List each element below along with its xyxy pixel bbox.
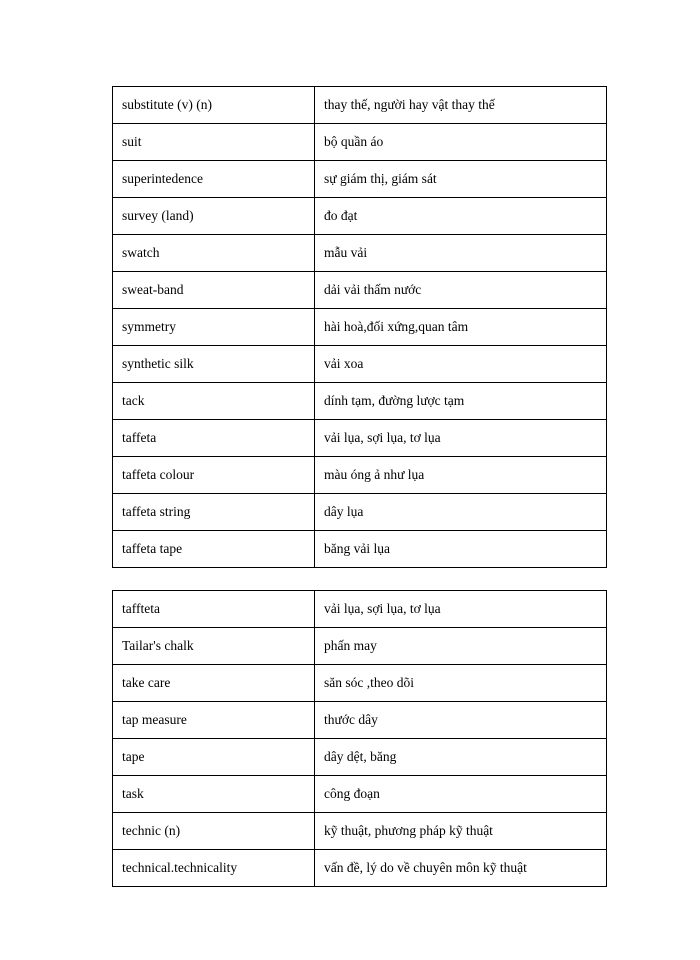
meaning-cell: kỹ thuật, phương pháp kỹ thuật (315, 813, 607, 850)
term-cell: technic (n) (113, 813, 315, 850)
table-row (113, 739, 607, 776)
glossary-table-2 (112, 590, 607, 887)
table-row (113, 346, 607, 383)
term-cell: tap measure (113, 702, 315, 739)
meaning-cell: dải vải thấm nước (315, 272, 607, 309)
term-cell: technical.technicality (113, 850, 315, 887)
meaning-cell: sự giám thị, giám sát (315, 161, 607, 198)
term-cell: sweat-band (113, 272, 315, 309)
term-cell: substitute (v) (n) (113, 87, 315, 124)
table-row (113, 628, 607, 665)
meaning-cell: thay thế, người hay vật thay thế (315, 87, 607, 124)
meaning-cell: thước dây (315, 702, 607, 739)
table-row (113, 383, 607, 420)
table-row (113, 665, 607, 702)
term-cell: superintedence (113, 161, 315, 198)
meaning-cell: băng vải lụa (315, 531, 607, 568)
meaning-cell: công đoạn (315, 776, 607, 813)
term-cell: taffeta string (113, 494, 315, 531)
meaning-cell: dây dệt, băng (315, 739, 607, 776)
table-row (113, 494, 607, 531)
glossary-content (112, 86, 568, 887)
term-cell: survey (land) (113, 198, 315, 235)
table-row (113, 591, 607, 628)
glossary-table-1 (112, 86, 607, 568)
table-row (113, 813, 607, 850)
term-cell: taffeta colour (113, 457, 315, 494)
term-cell: symmetry (113, 309, 315, 346)
term-cell: suit (113, 124, 315, 161)
table-row (113, 457, 607, 494)
meaning-cell: phấn may (315, 628, 607, 665)
table-row (113, 309, 607, 346)
meaning-cell: vải xoa (315, 346, 607, 383)
meaning-cell: vải lụa, sợi lụa, tơ lụa (315, 591, 607, 628)
term-cell: taffeta (113, 420, 315, 457)
meaning-cell: bộ quần áo (315, 124, 607, 161)
meaning-cell: vấn đề, lý do về chuyên môn kỹ thuật (315, 850, 607, 887)
meaning-cell: săn sóc ,theo dõi (315, 665, 607, 702)
table-row (113, 420, 607, 457)
table-row (113, 124, 607, 161)
meaning-cell: vải lụa, sợi lụa, tơ lụa (315, 420, 607, 457)
table-row (113, 198, 607, 235)
meaning-cell: đo đạt (315, 198, 607, 235)
table-row (113, 702, 607, 739)
term-cell: synthetic silk (113, 346, 315, 383)
table-row (113, 87, 607, 124)
meaning-cell: màu óng ả như lụa (315, 457, 607, 494)
term-cell: tack (113, 383, 315, 420)
term-cell: tape (113, 739, 315, 776)
table-row (113, 161, 607, 198)
meaning-cell: hài hoà,đối xứng,quan tâm (315, 309, 607, 346)
meaning-cell: mẫu vải (315, 235, 607, 272)
table-row (113, 235, 607, 272)
term-cell: swatch (113, 235, 315, 272)
term-cell: task (113, 776, 315, 813)
term-cell: take care (113, 665, 315, 702)
table-row (113, 850, 607, 887)
table-row (113, 272, 607, 309)
meaning-cell: dính tạm, đường lược tạm (315, 383, 607, 420)
term-cell: Tailar's chalk (113, 628, 315, 665)
table-row (113, 776, 607, 813)
term-cell: taffteta (113, 591, 315, 628)
table-separator (112, 568, 568, 590)
meaning-cell: dây lụa (315, 494, 607, 531)
table-row (113, 531, 607, 568)
term-cell: taffeta tape (113, 531, 315, 568)
